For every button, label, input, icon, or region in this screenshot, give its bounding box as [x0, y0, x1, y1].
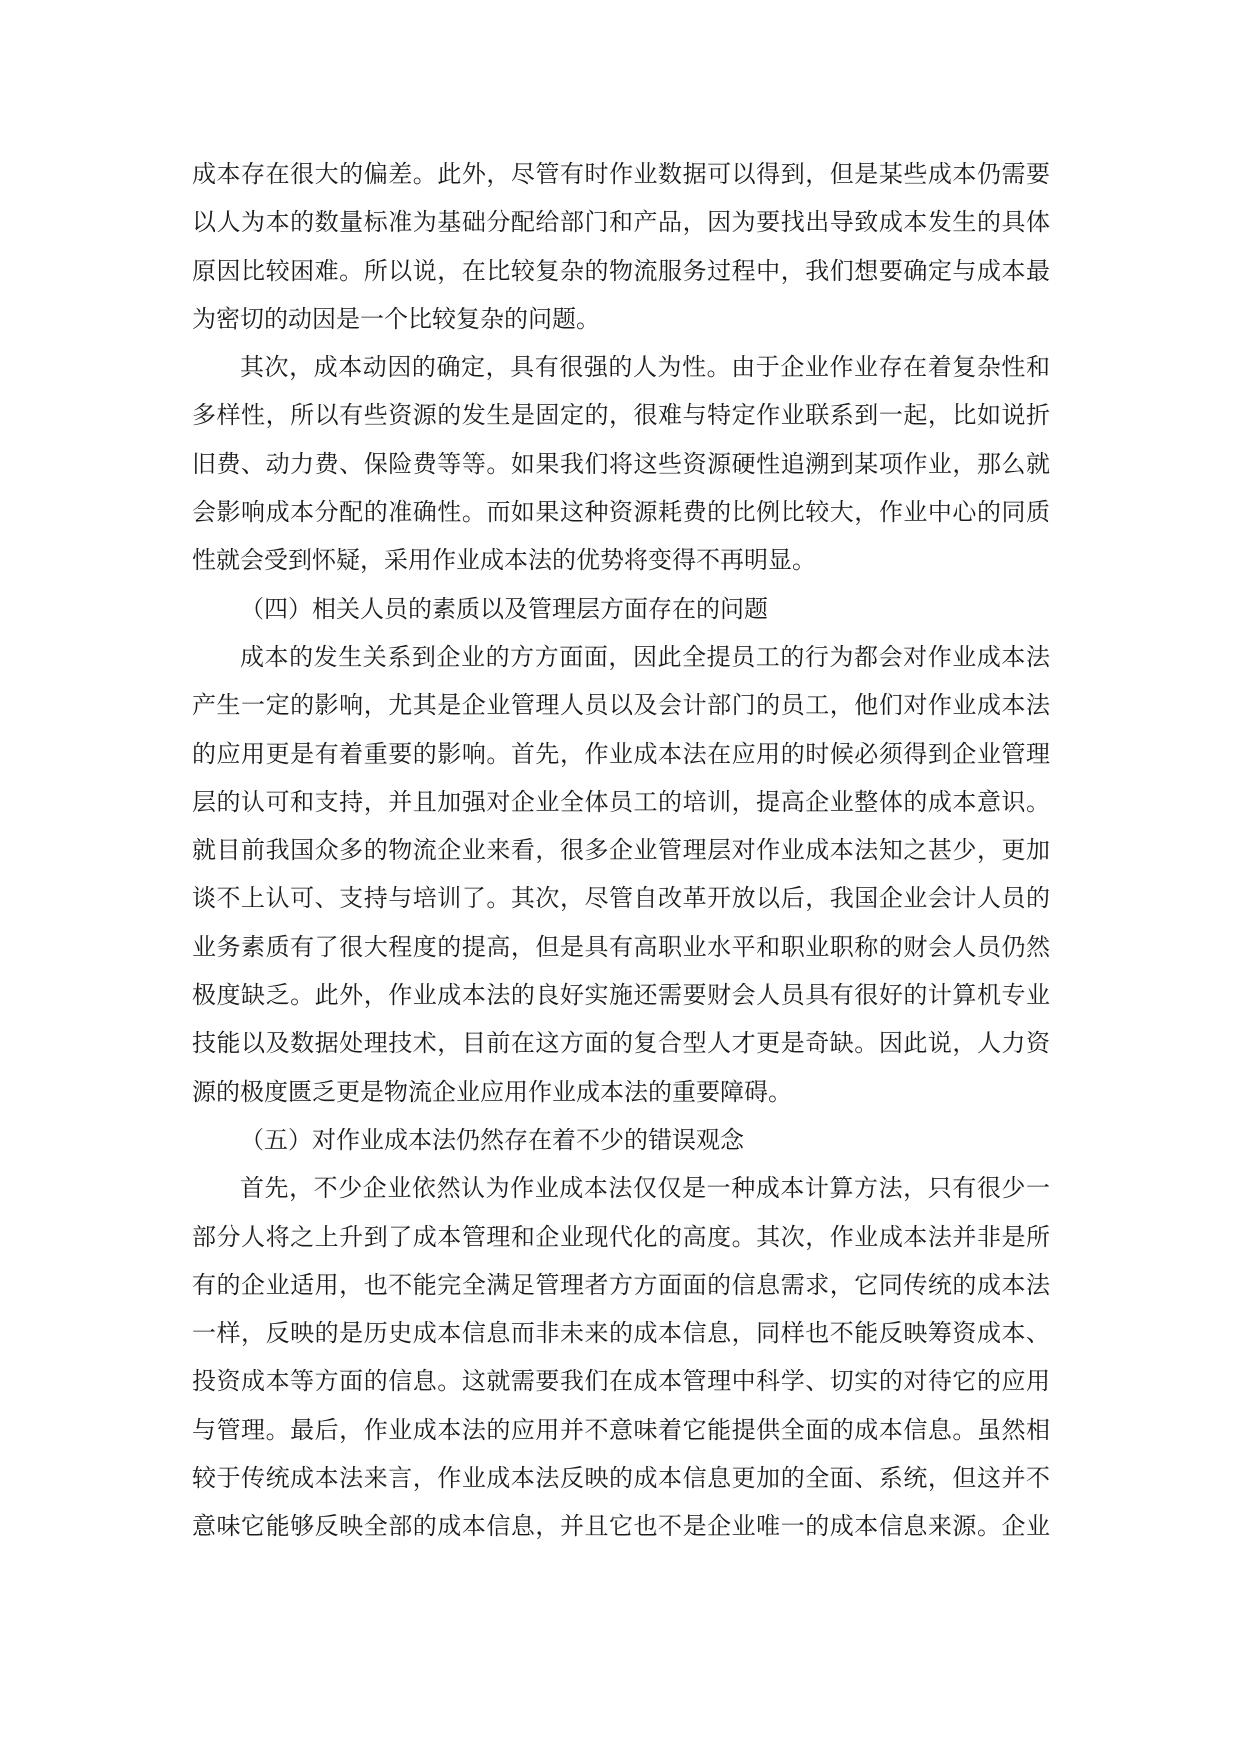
text-line: 原因比较困难。所以说，在比较复杂的物流服务过程中，我们想要确定与成本最 — [192, 256, 1050, 285]
text-line: 成本存在很大的偏差。此外，尽管有时作业数据可以得到，但是某些成本仍需要 — [192, 160, 1050, 188]
text-line: 一样，反映的是历史成本信息而非未来的成本信息，同样也不能反映筹资成本、 — [192, 1319, 1050, 1348]
text-line: 极度缺乏。此外，作业成本法的良好实施还需要财会人员具有很好的计算机专业 — [192, 981, 1050, 1010]
text-line: 以人为本的数量标准为基础分配给部门和产品，因为要找出导致成本发生的具体 — [192, 208, 1050, 237]
section-heading: （四）相关人员的素质以及管理层方面存在的问题 — [240, 594, 768, 623]
text-line: 有的企业适用，也不能完全满足管理者方方面面的信息需求，它同传统的成本法 — [192, 1270, 1050, 1299]
text-line: 性就会受到怀疑，采用作业成本法的优势将变得不再明显。 — [192, 546, 816, 575]
text-line: 层的认可和支持，并且加强对企业全体员工的培训，提高企业整体的成本意识。 — [192, 787, 1050, 816]
text-line: 较于传统成本法来言，作业成本法反映的成本信息更加的全面、系统，但这并不 — [192, 1464, 1050, 1493]
text-line: 源的极度匮乏更是物流企业应用作业成本法的重要障碍。 — [192, 1077, 792, 1106]
text-line: 谈不上认可、支持与培训了。其次，尽管自改革开放以后，我国企业会计人员的 — [192, 884, 1050, 913]
text-line: 就目前我国众多的物流企业来看，很多企业管理层对作业成本法知之甚少，更加 — [192, 836, 1050, 865]
body-text — [192, 150, 1050, 1551]
text-line: 部分人将之上升到了成本管理和企业现代化的高度。其次，作业成本法并非是所 — [192, 1222, 1050, 1251]
text-line: 成本的发生关系到企业的方方面面，因此全提员工的行为都会对作业成本法 — [240, 642, 1050, 671]
section-heading: （五）对作业成本法仍然存在着不少的错误观念 — [240, 1125, 744, 1154]
text-line: 技能以及数据处理技术，目前在这方面的复合型人才更是奇缺。因此说，人力资 — [192, 1029, 1050, 1058]
text-line: 为密切的动因是一个比较复杂的问题。 — [192, 304, 600, 333]
text-line: 与管理。最后，作业成本法的应用并不意味着它能提供全面的成本信息。虽然相 — [192, 1415, 1050, 1444]
text-line: 业务素质有了很大程度的提高，但是具有高职业水平和职业职称的财会人员仍然 — [192, 932, 1050, 961]
text-line: 的应用更是有着重要的影响。首先，作业成本法在应用的时候必须得到企业管理 — [192, 739, 1050, 768]
text-line: 产生一定的影响，尤其是企业管理人员以及会计部门的员工，他们对作业成本法 — [192, 691, 1050, 720]
text-line: 意味它能够反映全部的成本信息，并且它也不是企业唯一的成本信息来源。企业 — [192, 1512, 1050, 1541]
text-line: 旧费、动力费、保险费等等。如果我们将这些资源硬性追溯到某项作业，那么就 — [192, 449, 1050, 478]
text-line: 首先，不少企业依然认为作业成本法仅仅是一种成本计算方法，只有很少一 — [240, 1174, 1050, 1203]
text-line: 多样性，所以有些资源的发生是固定的，很难与特定作业联系到一起，比如说折 — [192, 401, 1050, 430]
text-line: 投资成本等方面的信息。这就需要我们在成本管理中科学、切实的对待它的应用 — [192, 1367, 1050, 1396]
text-line: 其次，成本动因的确定，具有很强的人为性。由于企业作业存在着复杂性和 — [240, 353, 1050, 382]
text-line: 会影响成本分配的准确性。而如果这种资源耗费的比例比较大，作业中心的同质 — [192, 498, 1050, 527]
